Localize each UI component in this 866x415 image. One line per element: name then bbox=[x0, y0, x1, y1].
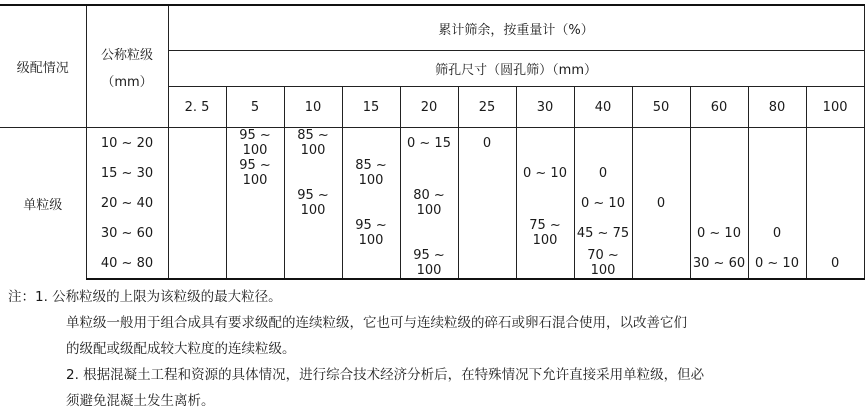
value-cell: 0 ~ 10 bbox=[690, 218, 748, 248]
nominal-size-unit: （mm） bbox=[101, 74, 153, 90]
value-cell: 0 bbox=[806, 248, 864, 279]
category-cell: 单粒级 bbox=[0, 128, 86, 280]
value-cell bbox=[284, 248, 342, 279]
sieve-col: 40 bbox=[574, 87, 632, 128]
value-cell: 95 ~ 100 bbox=[284, 188, 342, 218]
value-cell: 95 ~ 100 bbox=[226, 158, 284, 188]
size-cell: 10 ~ 20 bbox=[86, 128, 168, 159]
value-cell bbox=[516, 248, 574, 279]
value-cell bbox=[168, 128, 226, 159]
note-2: 2. 根据混凝土工程和资源的具体情况，进行综合技术经济分析后，在特殊情况下允许直接采用单粒级，但必 bbox=[66, 367, 705, 383]
value-cell bbox=[342, 188, 400, 218]
value-cell: 45 ~ 75 bbox=[574, 218, 632, 248]
value-cell: 75 ~ 100 bbox=[516, 218, 574, 248]
sieve-col: 10 bbox=[284, 87, 342, 128]
value-cell bbox=[400, 218, 458, 248]
note-1-detail: 单粒级一般用于组合成具有要求级配的连续粒级，它也可与连续粒级的碎石或卵石混合使用，以改善它们 bbox=[66, 315, 687, 331]
value-cell bbox=[632, 218, 690, 248]
value-cell bbox=[458, 158, 516, 188]
value-cell bbox=[516, 128, 574, 159]
value-cell bbox=[516, 188, 574, 218]
value-cell bbox=[458, 188, 516, 218]
note-1-detail-cont: 的级配或级配成较大粒度的连续粒级。 bbox=[66, 341, 296, 357]
value-cell: 95 ~ 100 bbox=[226, 128, 284, 159]
sieve-size-header: 筛孔尺寸（圆孔筛）（mm） bbox=[168, 51, 864, 87]
value-cell bbox=[690, 128, 748, 159]
sieve-col: 100 bbox=[806, 87, 864, 128]
value-cell bbox=[400, 158, 458, 188]
sieve-col: 2. 5 bbox=[168, 87, 226, 128]
value-cell bbox=[226, 218, 284, 248]
size-cell: 30 ~ 60 bbox=[86, 218, 168, 248]
size-cell: 40 ~ 80 bbox=[86, 248, 168, 279]
value-cell bbox=[226, 248, 284, 279]
size-cell: 15 ~ 30 bbox=[86, 158, 168, 188]
value-cell: 0 bbox=[632, 188, 690, 218]
value-cell bbox=[690, 158, 748, 188]
sieve-col: 20 bbox=[400, 87, 458, 128]
value-cell bbox=[806, 128, 864, 159]
value-cell bbox=[748, 158, 806, 188]
sieve-col: 25 bbox=[458, 87, 516, 128]
value-cell: 0 bbox=[574, 158, 632, 188]
value-cell: 85 ~ 100 bbox=[342, 158, 400, 188]
notes-section bbox=[8, 284, 858, 414]
value-cell bbox=[342, 128, 400, 159]
sieve-col: 80 bbox=[748, 87, 806, 128]
nominal-size-title: 公称粒级 bbox=[100, 47, 153, 63]
sieve-col: 50 bbox=[632, 87, 690, 128]
sieve-col: 5 bbox=[226, 87, 284, 128]
sieve-col: 15 bbox=[342, 87, 400, 128]
value-cell: 0 bbox=[748, 218, 806, 248]
value-cell bbox=[168, 188, 226, 218]
nominal-size-header bbox=[86, 5, 168, 128]
value-cell: 70 ~ 100 bbox=[574, 248, 632, 279]
sieve-col: 30 bbox=[516, 87, 574, 128]
value-cell bbox=[168, 218, 226, 248]
value-cell: 95 ~ 100 bbox=[400, 248, 458, 279]
value-cell: 0 ~ 10 bbox=[574, 188, 632, 218]
size-cell: 20 ~ 40 bbox=[86, 188, 168, 218]
value-cell bbox=[574, 128, 632, 159]
value-cell: 85 ~ 100 bbox=[284, 128, 342, 159]
table-row bbox=[0, 158, 864, 188]
value-cell: 0 bbox=[458, 128, 516, 159]
value-cell bbox=[342, 248, 400, 279]
value-cell: 0 ~ 15 bbox=[400, 128, 458, 159]
value-cell bbox=[226, 188, 284, 218]
value-cell: 0 ~ 10 bbox=[516, 158, 574, 188]
table-row bbox=[0, 248, 864, 279]
residue-header: 累计筛余，按重量计（%） bbox=[168, 5, 864, 51]
note-2-cont: 须避免混凝土发生离析。 bbox=[66, 393, 215, 409]
sieve-col: 60 bbox=[690, 87, 748, 128]
value-cell bbox=[168, 158, 226, 188]
note-1: 注：1. 公称粒级的上限为该粒级的最大粒径。 bbox=[8, 289, 282, 305]
value-cell bbox=[690, 188, 748, 218]
value-cell bbox=[168, 248, 226, 279]
grading-table bbox=[0, 4, 865, 280]
value-cell bbox=[806, 218, 864, 248]
value-cell: 0 ~ 10 bbox=[748, 248, 806, 279]
value-cell bbox=[748, 188, 806, 218]
value-cell bbox=[806, 158, 864, 188]
value-cell bbox=[632, 248, 690, 279]
table-row bbox=[0, 218, 864, 248]
value-cell bbox=[284, 158, 342, 188]
value-cell bbox=[458, 248, 516, 279]
table-row bbox=[0, 188, 864, 218]
value-cell: 95 ~ 100 bbox=[342, 218, 400, 248]
value-cell bbox=[632, 128, 690, 159]
value-cell bbox=[806, 188, 864, 218]
value-cell bbox=[458, 218, 516, 248]
grading-header: 级配情况 bbox=[0, 5, 86, 128]
value-cell: 30 ~ 60 bbox=[690, 248, 748, 279]
value-cell bbox=[748, 128, 806, 159]
table-row bbox=[0, 128, 864, 159]
value-cell: 80 ~ 100 bbox=[400, 188, 458, 218]
value-cell bbox=[632, 158, 690, 188]
value-cell bbox=[284, 218, 342, 248]
